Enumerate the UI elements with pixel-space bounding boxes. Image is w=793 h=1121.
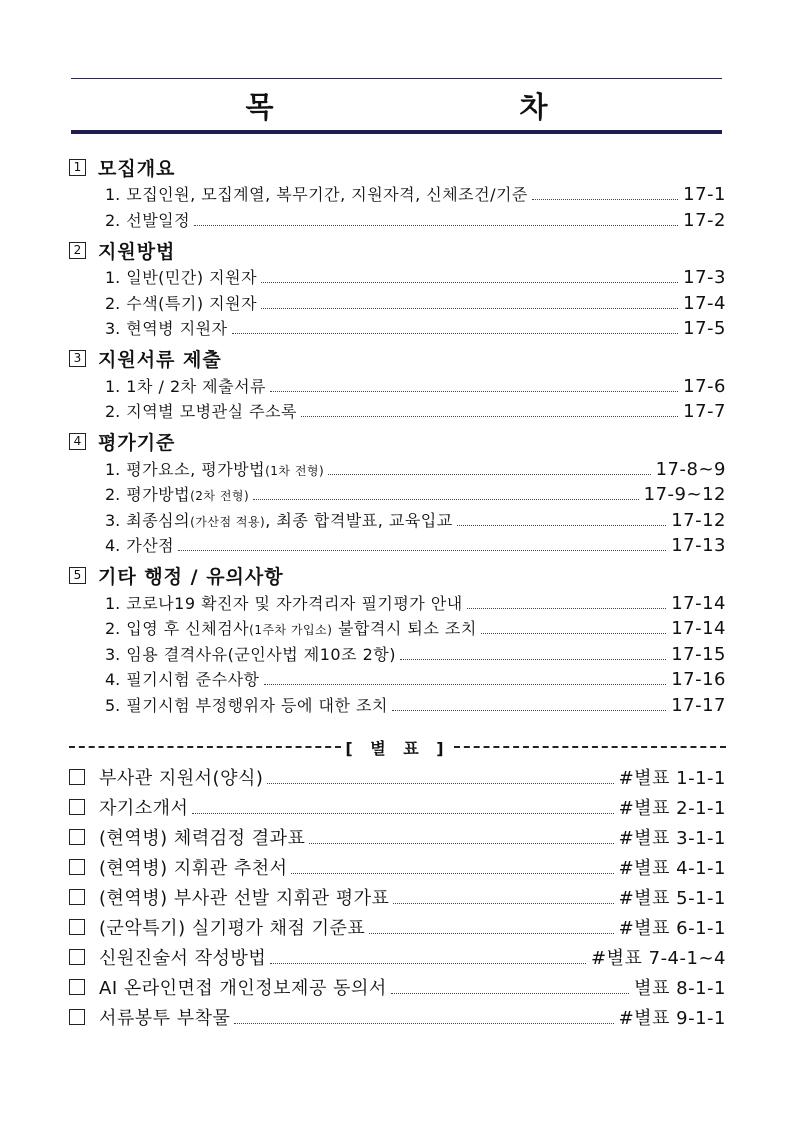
appendix-entry[interactable] (69, 914, 726, 944)
appendix-entry[interactable] (69, 824, 726, 854)
toc-entry[interactable] (69, 291, 726, 317)
toc-entry-label (126, 457, 324, 480)
appendix-entry-label: 신원진술서 작성방법 (99, 948, 267, 969)
appendix-entry[interactable] (69, 1004, 726, 1034)
checkbox-square-icon (69, 829, 85, 845)
dot-leader (232, 333, 679, 334)
toc-entry-label (126, 265, 257, 288)
dot-leader (457, 525, 666, 526)
dot-leader (192, 813, 613, 814)
toc-entry-label (126, 591, 463, 614)
dot-leader (391, 993, 629, 994)
section-heading (69, 235, 726, 265)
toc-entry-number: 3. (105, 319, 121, 338)
toc-entry-page: 17-2 (683, 209, 726, 231)
toc-entry-page: 17-7 (683, 401, 726, 422)
section-heading (69, 561, 726, 591)
section-number-box: 3 (69, 350, 86, 367)
toc-entry-page: 17-17 (671, 694, 726, 716)
dot-leader (400, 659, 666, 660)
toc-entry[interactable] (69, 533, 726, 559)
toc-entry-label-note: (2차 전형) (190, 489, 250, 503)
dot-leader (267, 783, 613, 784)
toc-entry-number: 1. (105, 376, 121, 396)
checkbox-square-icon (69, 949, 85, 965)
section-heading (69, 152, 726, 182)
toc-entry[interactable] (69, 182, 726, 208)
section-title: 기타 행정 / 유의사항 (98, 566, 284, 588)
toc-entry-label-text: 임용 결격사유(군인사법 제10조 2항) (126, 644, 396, 664)
toc-entry[interactable] (69, 616, 726, 642)
toc-entry-number: 2. (105, 619, 121, 638)
divider-dashes-left (69, 746, 341, 748)
dot-leader (467, 608, 666, 609)
toc-entry-page: 17-15 (671, 643, 726, 665)
appendix-entry-label: (현역병) 지휘관 추천서 (99, 858, 288, 879)
toc-entry-label (126, 316, 227, 339)
dot-leader (309, 843, 613, 844)
section-heading (69, 344, 726, 374)
appendix-entry-page: #별표 6-1-1 (618, 918, 726, 939)
toc-entry-label-text: 선발일정 (126, 210, 191, 230)
toc-entry-page: 17-8~9 (655, 458, 726, 480)
dot-leader (532, 199, 678, 200)
toc-entry-page: 17-5 (683, 318, 726, 339)
dot-leader (261, 282, 678, 283)
appendix-entry-label: 자기소개서 (99, 798, 189, 819)
divider-dashes-right (454, 746, 726, 748)
toc-entry-label (126, 291, 257, 314)
toc-entry[interactable] (69, 208, 726, 234)
dot-leader (301, 416, 678, 417)
toc-entry-label-text: 현역병 지원자 (126, 319, 228, 338)
toc-entry-page: 17-1 (683, 184, 726, 205)
checkbox-square-icon (69, 769, 85, 785)
dot-leader (253, 499, 638, 500)
dot-leader (194, 225, 678, 226)
toc-entry-label-text: 코로나19 확진자 및 자가격리자 필기평가 안내 (126, 593, 463, 613)
appendix-entry-label: 부사관 지원서(양식) (99, 768, 264, 789)
section-title: 지원서류 제출 (98, 349, 222, 371)
appendix-list (69, 764, 726, 1034)
toc-entry-label (126, 182, 528, 205)
appendix-entry[interactable] (69, 854, 726, 884)
toc-entry-label-text: 지역별 모병관실 주소록 (126, 402, 297, 421)
toc-entry[interactable] (69, 374, 726, 400)
checkbox-square-icon (69, 889, 85, 905)
appendix-entry-page: #별표 1-1-1 (618, 768, 726, 789)
toc-entry-number: 4. (105, 536, 121, 555)
toc-entry-page: 17-6 (683, 375, 726, 397)
toc-entry-label (126, 642, 396, 665)
section-heading (69, 427, 726, 457)
toc-entry-label (126, 616, 477, 639)
checkbox-square-icon (69, 799, 85, 815)
toc-entry[interactable] (69, 667, 726, 693)
dot-leader (178, 550, 666, 551)
toc-entry-label (126, 374, 266, 397)
toc-entry-label-text: 입영 후 신체검사 (126, 619, 250, 638)
appendix-entry-page: #별표 2-1-1 (618, 798, 726, 819)
section-title: 모집개요 (98, 157, 176, 180)
section-title: 지원방법 (98, 240, 176, 263)
dot-leader (264, 684, 667, 685)
appendix-entry-page: 별표 8-1-1 (634, 978, 726, 999)
toc-entry[interactable] (69, 591, 726, 617)
toc-entry[interactable] (69, 457, 726, 483)
appendix-divider (69, 736, 726, 758)
toc-entry-number: 1. (105, 185, 121, 204)
checkbox-square-icon (69, 859, 85, 875)
dot-leader (261, 308, 678, 309)
appendix-entry-page: #별표 7-4-1~4 (591, 948, 726, 969)
dot-leader (392, 710, 666, 711)
dot-leader (291, 873, 613, 874)
section-number-box: 1 (69, 159, 86, 176)
toc-entry-label-text: 필기시험 준수사항 (126, 670, 260, 689)
toc-entry[interactable] (69, 508, 726, 534)
section-title: 평가기준 (98, 432, 176, 454)
toc-entry-number: 1. (105, 459, 121, 479)
checkbox-square-icon (69, 979, 85, 995)
dot-leader (328, 474, 650, 475)
appendix-entry[interactable] (69, 944, 726, 974)
toc-entry-page: 17-14 (671, 592, 726, 614)
toc-entry-label-text: 평가방법 (126, 485, 191, 504)
toc-entry[interactable] (69, 482, 726, 508)
appendix-entry-page: #별표 3-1-1 (618, 828, 726, 849)
toc-entry-label-text: 모집인원, 모집계열, 복무기간, 지원자격, 신체조건/기준 (126, 185, 528, 204)
toc-entry-label-text: 최종심의 (126, 510, 191, 530)
toc-entry-label (126, 693, 388, 716)
appendix-entry-page: #별표 9-1-1 (618, 1008, 726, 1029)
appendix-entry[interactable] (69, 884, 726, 914)
toc-entry[interactable] (69, 265, 726, 291)
dot-leader (270, 963, 586, 964)
toc-entry-number: 3. (105, 644, 121, 664)
toc-entry-label-text: 평가요소, 평가방법 (126, 459, 266, 479)
toc-entry-label (126, 508, 452, 531)
toc-entry-number: 4. (105, 670, 121, 689)
checkbox-square-icon (69, 919, 85, 935)
toc-entry-number: 1. (105, 593, 121, 613)
toc-entry-number: 2. (105, 293, 121, 313)
checkbox-square-icon (69, 1009, 85, 1025)
page-title: 목 차 (245, 90, 666, 124)
appendix-entry-page: #별표 4-1-1 (618, 858, 726, 879)
appendix-entry-page: #별표 5-1-1 (618, 888, 726, 909)
toc-entry-label-text: 1차 / 2차 제출서류 (126, 376, 267, 396)
toc-entry-page: 17-12 (671, 509, 726, 531)
toc-entry-label (126, 208, 190, 231)
toc-entry-number: 2. (105, 210, 121, 230)
toc-entry-label (126, 482, 249, 505)
toc-entry[interactable] (69, 399, 726, 425)
toc-entry-number: 1. (105, 268, 121, 287)
appendix-entry-label: (현역병) 부사관 선발 지휘관 평가표 (99, 888, 390, 909)
toc-entry-label-text: 필기시험 부정행위자 등에 대한 조치 (126, 695, 388, 715)
toc-entry[interactable] (69, 642, 726, 668)
appendix-entry-label: AI 온라인면접 개인정보제공 동의서 (99, 978, 387, 999)
toc-entry-page: 17-4 (683, 292, 726, 314)
table-of-contents (69, 150, 726, 718)
toc-entry[interactable] (69, 316, 726, 342)
toc-entry-label-tail: , 최종 합격발표, 교육입교 (265, 510, 453, 530)
dot-leader (481, 633, 666, 634)
title-bottom-rule (71, 130, 722, 134)
toc-entry-label (126, 399, 297, 422)
appendix-entry[interactable] (69, 974, 726, 1004)
toc-entry-label (126, 667, 259, 690)
toc-entry-number: 2. (105, 402, 121, 421)
dot-leader (369, 933, 613, 934)
section-number-box: 5 (69, 567, 86, 584)
toc-entry-page: 17-3 (683, 267, 726, 288)
section-number-box: 4 (69, 433, 86, 450)
toc-entry-page: 17-13 (671, 535, 726, 556)
appendix-entry-label: (군악특기) 실기평가 채점 기준표 (99, 918, 366, 939)
dot-leader (234, 1023, 613, 1024)
appendix-entry[interactable] (69, 794, 726, 824)
appendix-entry-label: (현역병) 체력검정 결과표 (99, 828, 306, 849)
toc-entry-number: 3. (105, 510, 121, 530)
title-top-rule (71, 78, 722, 79)
toc-entry-label-note: (1주차 가입소) (249, 623, 333, 637)
toc-entry-number: 5. (105, 695, 121, 715)
appendix-entry[interactable] (69, 764, 726, 794)
toc-entry-page: 17-16 (671, 669, 726, 690)
appendix-divider-label: [ 별 표 ] (345, 738, 450, 758)
toc-entry-label-note: (가산점 적용) (190, 514, 266, 529)
toc-entry-label-text: 가산점 (126, 536, 175, 555)
appendix-entry-label: 서류봉투 부착물 (99, 1008, 231, 1029)
section-number-box: 2 (69, 242, 86, 259)
toc-entry-label-text: 일반(민간) 지원자 (126, 268, 258, 287)
toc-entry-label (126, 533, 174, 556)
dot-leader (393, 903, 613, 904)
toc-entry-number: 2. (105, 485, 121, 504)
toc-entry-page: 17-14 (671, 618, 726, 639)
toc-entry-page: 17-9~12 (643, 484, 726, 505)
toc-entry-label-text: 수색(특기) 지원자 (126, 293, 258, 313)
toc-entry[interactable] (69, 693, 726, 719)
dot-leader (270, 391, 678, 392)
toc-entry-label-note: (1차 전형) (265, 463, 325, 478)
toc-entry-label-tail: 불합격시 퇴소 조치 (332, 619, 477, 638)
